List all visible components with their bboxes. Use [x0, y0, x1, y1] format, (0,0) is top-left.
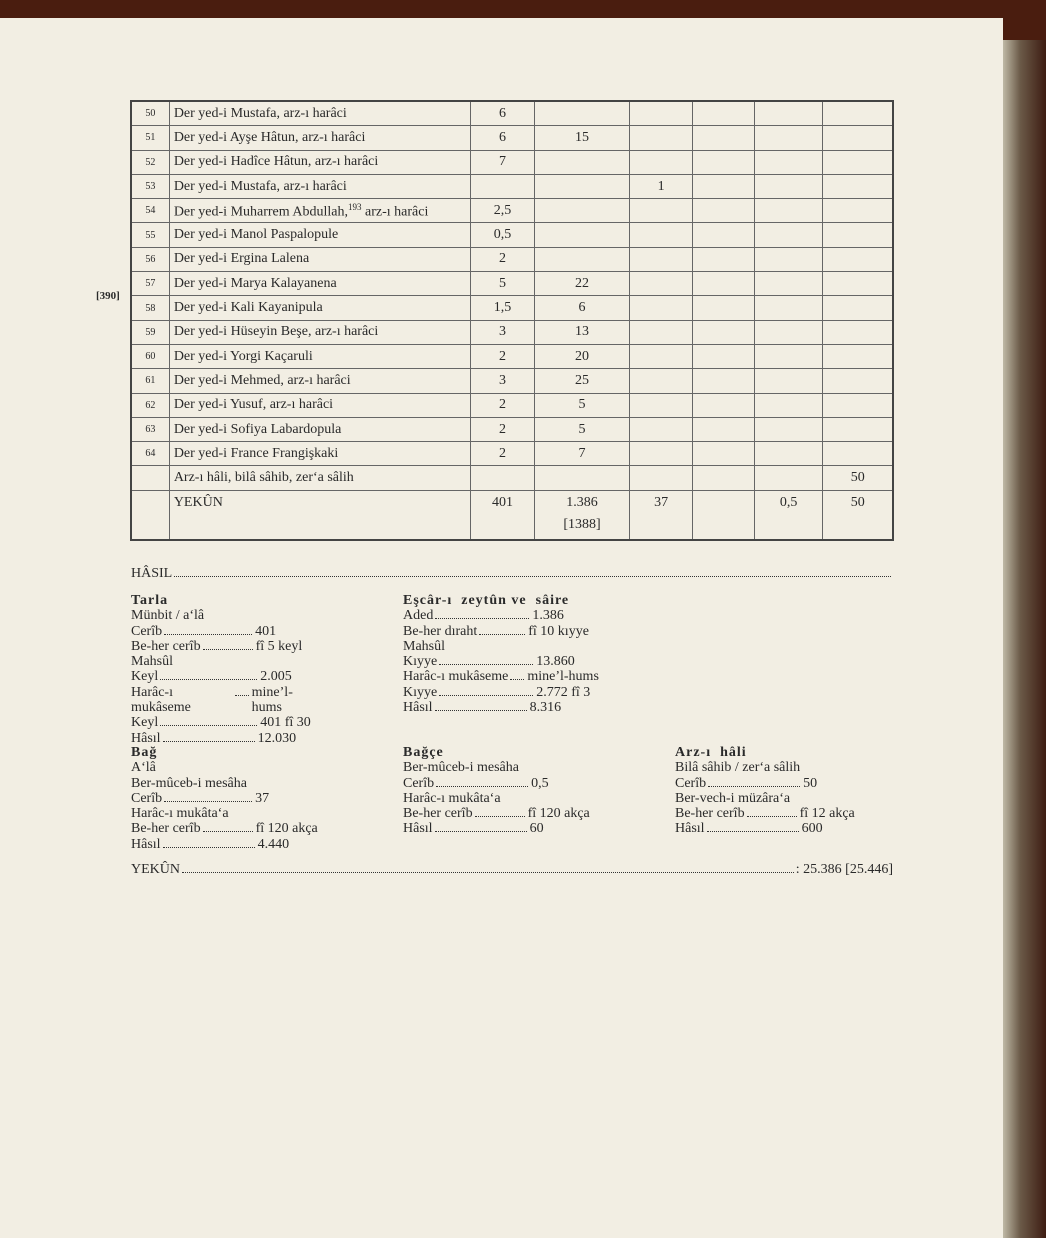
row-description — [169, 247, 470, 271]
tarla-title: Tarla — [131, 593, 169, 608]
cell-c6 — [823, 272, 893, 296]
description-text: Der yed-i Ergina Lalena — [173, 251, 310, 267]
value: mine’l-hums — [527, 669, 599, 685]
escar-block — [403, 593, 633, 715]
table-row — [131, 272, 893, 296]
label: Kıyye — [403, 684, 438, 700]
cell-c4 — [693, 393, 754, 417]
cell-c3 — [629, 393, 693, 417]
description-text: Der yed-i Marya Kalayanena — [173, 275, 337, 291]
description-text: Der yed-i Yusuf, arz-ı harâci — [173, 397, 334, 413]
cell-c2: 20 — [535, 344, 630, 368]
value: fî 120 akça — [255, 821, 318, 837]
row-number: 53 — [131, 174, 169, 198]
cell-c5 — [754, 320, 823, 344]
cell-c5 — [754, 393, 823, 417]
description-text: Der yed-i Sofiya Labardopula — [173, 421, 342, 437]
arz-beher-row — [675, 806, 890, 821]
row-number: 50 — [131, 101, 169, 126]
tarla-beher-row — [131, 639, 321, 654]
cell-c3 — [629, 126, 693, 150]
cell-c3: 1 — [629, 174, 693, 198]
leader-dots — [435, 710, 527, 711]
label: Kıyye — [403, 654, 438, 670]
row-description — [169, 393, 470, 417]
cell-c6: 50 — [823, 466, 893, 490]
cell-c2: 25 — [535, 369, 630, 393]
cell-c5 — [754, 101, 823, 126]
cell-c6 — [823, 247, 893, 271]
tarla-mahsul: Mahsûl — [131, 654, 173, 670]
label: Keyl — [131, 669, 159, 685]
escar-harac-row — [403, 669, 633, 684]
cell-c3 — [629, 369, 693, 393]
cell-c5 — [754, 272, 823, 296]
cell-c6 — [823, 174, 893, 198]
tarla-harac-row — [131, 685, 321, 716]
arz-line2: Ber-vech-i müzâra‘a — [675, 790, 791, 806]
total-c4 — [693, 490, 754, 540]
escar-title: Eşcâr-ı zeytûn ve sâire — [403, 593, 570, 608]
description-text: Der yed-i Ayşe Hâtun, arz-ı harâci — [173, 129, 366, 145]
label: Hâsıl — [403, 821, 433, 837]
description-text: Der yed-i Hadîce Hâtun, arz-ı harâci — [173, 154, 379, 170]
leader-dots — [182, 872, 794, 873]
tarla-keyl-row — [131, 669, 321, 684]
cell-c1: 5 — [470, 272, 535, 296]
cell-c5 — [754, 442, 823, 466]
description-text: Der yed-i Mustafa, arz-ı harâci — [173, 178, 347, 194]
row-number: 52 — [131, 150, 169, 174]
cell-c1: 2 — [470, 417, 535, 441]
cell-c1: 1,5 — [470, 296, 535, 320]
cell-c1 — [470, 174, 535, 198]
value: 50 — [803, 775, 818, 791]
table-row — [131, 344, 893, 368]
cell-c3 — [629, 150, 693, 174]
leader-dots — [160, 725, 257, 726]
row-description — [169, 320, 470, 344]
cell-c6 — [823, 442, 893, 466]
row-description — [169, 369, 470, 393]
row-number: 51 — [131, 126, 169, 150]
value: 401 fî 30 — [260, 715, 311, 731]
total-row — [131, 490, 893, 540]
total-c5: 0,5 — [754, 490, 823, 540]
cell-c4 — [693, 320, 754, 344]
row-number: 63 — [131, 417, 169, 441]
row-number: 58 — [131, 296, 169, 320]
value: 0,5 — [531, 775, 549, 791]
cell-c6 — [823, 417, 893, 441]
escar-kiyye2-row — [403, 685, 633, 700]
grand-total-label: YEKÛN — [131, 862, 180, 877]
cell-c5 — [754, 126, 823, 150]
table-row — [131, 101, 893, 126]
label: Cerîb — [131, 790, 163, 806]
description-text: arz-ı harâci — [361, 204, 429, 220]
escar-kiyye-row — [403, 654, 633, 669]
row-number: 54 — [131, 199, 169, 223]
row-description — [169, 223, 470, 247]
value: 13.860 — [536, 654, 575, 670]
value: 600 — [801, 821, 823, 837]
row-description — [169, 150, 470, 174]
row-description — [169, 417, 470, 441]
cell-c5 — [754, 247, 823, 271]
leader-dots — [708, 786, 800, 787]
hasil-heading — [131, 566, 893, 582]
bag-block — [131, 745, 331, 852]
leader-dots — [436, 786, 528, 787]
cell-c1: 7 — [470, 150, 535, 174]
table-row — [131, 223, 893, 247]
cell-c4 — [693, 466, 754, 490]
cell-c4 — [693, 272, 754, 296]
cell-c1: 3 — [470, 369, 535, 393]
cell-c1: 2,5 — [470, 199, 535, 223]
description-text: Der yed-i Hüseyin Beşe, arz-ı harâci — [173, 324, 379, 340]
cell-c2: 15 — [535, 126, 630, 150]
cell-c3 — [629, 320, 693, 344]
escar-hasil-row — [403, 700, 633, 715]
leader-dots — [163, 741, 255, 742]
cell-c6 — [823, 126, 893, 150]
leader-dots — [435, 618, 529, 619]
cell-c4 — [693, 442, 754, 466]
corrected-value: [1388] — [563, 516, 601, 532]
leader-dots — [435, 831, 527, 832]
cell-c4 — [693, 247, 754, 271]
description-text: Der yed-i France Frangişkaki — [173, 445, 339, 461]
cell-c1: 2 — [470, 247, 535, 271]
cell-c5 — [754, 223, 823, 247]
value: 4.440 — [257, 836, 290, 852]
cell-c1: 6 — [470, 126, 535, 150]
register-table — [130, 100, 894, 541]
tarla-keyl2-row — [131, 715, 321, 730]
leader-dots — [174, 576, 891, 577]
value: 401 — [255, 623, 277, 639]
leader-dots — [203, 831, 253, 832]
value: 2.772 fî 3 — [536, 684, 591, 700]
cell-c3 — [629, 442, 693, 466]
bagce-harac: Harâc-ı mukâta‘a — [403, 790, 501, 806]
leader-dots — [164, 801, 252, 802]
leader-dots — [203, 649, 253, 650]
footnote-ref: 193 — [348, 201, 362, 212]
cell-c4 — [693, 223, 754, 247]
cell-c5 — [754, 466, 823, 490]
cell-c6 — [823, 393, 893, 417]
bagce-hasil-row — [403, 821, 613, 836]
label: Hâsıl — [403, 700, 433, 716]
arz-hasil-row — [675, 821, 890, 836]
tarla-cerib-row — [131, 624, 321, 639]
table-row — [131, 150, 893, 174]
cell-c6 — [823, 320, 893, 344]
total-c6: 50 — [823, 490, 893, 540]
bag-line1: A‘lâ — [131, 760, 156, 776]
leader-dots — [235, 695, 249, 696]
cell-c6 — [823, 101, 893, 126]
leader-dots — [510, 679, 524, 680]
bag-beher-row — [131, 821, 331, 836]
cell-c6 — [823, 296, 893, 320]
cell-c1: 3 — [470, 320, 535, 344]
cell-c4 — [693, 417, 754, 441]
cell-c2 — [535, 247, 630, 271]
cell-c3 — [629, 272, 693, 296]
cell-c6 — [823, 199, 893, 223]
value: 60 — [529, 821, 544, 837]
label: Hâsıl — [131, 730, 161, 746]
description-text: Der yed-i Yorgi Kaçaruli — [173, 348, 313, 364]
bag-hasil-row — [131, 837, 331, 852]
row-number: 55 — [131, 223, 169, 247]
cell-c3 — [629, 417, 693, 441]
cell-c2 — [535, 150, 630, 174]
row-description — [169, 272, 470, 296]
cell-c6 — [823, 150, 893, 174]
value: 37 — [255, 790, 270, 806]
cell-c4 — [693, 101, 754, 126]
arz-block — [675, 745, 890, 837]
arz-line1: Bilâ sâhib / zer‘a sâlih — [675, 760, 801, 776]
margin-page-reference: [390] — [96, 290, 120, 302]
cell-c4 — [693, 344, 754, 368]
row-description — [169, 344, 470, 368]
table-row — [131, 393, 893, 417]
row-number: 59 — [131, 320, 169, 344]
value: fî 10 kıyye — [528, 623, 589, 639]
table-row — [131, 296, 893, 320]
description-text: Der yed-i Muharrem Abdullah, — [173, 204, 348, 220]
label: Be-her cerîb — [131, 821, 201, 837]
value: fî 120 akça — [527, 806, 590, 822]
cell-c4 — [693, 126, 754, 150]
cell-c3 — [629, 296, 693, 320]
value: fî 12 akça — [799, 806, 855, 822]
bagce-title: Bağçe — [403, 745, 444, 760]
cell-c3 — [629, 199, 693, 223]
cell-c3 — [629, 344, 693, 368]
cell-c1 — [470, 466, 535, 490]
leader-dots — [475, 816, 525, 817]
description-text: Der yed-i Manol Paspalopule — [173, 227, 339, 243]
cell-c4 — [693, 150, 754, 174]
cell-c5 — [754, 344, 823, 368]
cell-c1: 2 — [470, 344, 535, 368]
description-text: Der yed-i Mustafa, arz-ı harâci — [173, 105, 347, 121]
grand-total-value: : 25.386 [25.446] — [795, 862, 893, 877]
leader-dots — [160, 679, 257, 680]
hasil-label: HÂSIL — [131, 566, 173, 581]
cell-c1: 2 — [470, 393, 535, 417]
tarla-block — [131, 593, 321, 746]
label: Aded — [403, 608, 434, 624]
cell-c5 — [754, 369, 823, 393]
label: Cerîb — [675, 775, 707, 791]
bag-title: Bağ — [131, 745, 158, 760]
cell-c1: 6 — [470, 101, 535, 126]
cell-c2 — [535, 466, 630, 490]
grand-total-line — [131, 862, 893, 878]
leader-dots — [479, 634, 525, 635]
table-row — [131, 174, 893, 198]
row-number: 64 — [131, 442, 169, 466]
description-text: Der yed-i Mehmed, arz-ı harâci — [173, 372, 351, 388]
arz-title: Arz-ı hâli — [675, 745, 747, 760]
arz-cerib-row — [675, 776, 890, 791]
label: Be-her cerîb — [403, 806, 473, 822]
cell-c2 — [535, 174, 630, 198]
cell-c3 — [629, 466, 693, 490]
cell-c6 — [823, 223, 893, 247]
leader-dots — [163, 847, 255, 848]
table-row — [131, 466, 893, 490]
value: mine’l-hums — [251, 684, 293, 716]
row-number: 62 — [131, 393, 169, 417]
tarla-line: Münbit / a‘lâ — [131, 608, 205, 624]
escar-aded-row — [403, 608, 633, 623]
label: Hâsıl — [675, 821, 705, 837]
total-c3: 37 — [629, 490, 693, 540]
cell-c3 — [629, 101, 693, 126]
value: 2.005 — [260, 669, 292, 685]
label: Be-her cerîb — [131, 638, 201, 654]
leader-dots — [164, 634, 252, 635]
row-description — [169, 101, 470, 126]
cell-c4 — [693, 199, 754, 223]
value: 1.386 — [532, 608, 564, 624]
cell-c1: 2 — [470, 442, 535, 466]
row-description — [169, 199, 470, 223]
bag-harac: Harâc-ı mukâta‘a — [131, 806, 229, 822]
bagce-beher-row — [403, 806, 613, 821]
label: Be-her dıraht — [403, 623, 478, 639]
cell-c4 — [693, 296, 754, 320]
value: fî 5 keyl — [255, 638, 303, 654]
value: 12.030 — [257, 730, 297, 746]
total-c1: 401 — [470, 490, 535, 540]
cell-c2 — [535, 101, 630, 126]
escar-beher-row — [403, 624, 633, 639]
row-number: 57 — [131, 272, 169, 296]
value: 8.316 — [529, 700, 562, 716]
leader-dots — [747, 816, 797, 817]
cell-c5 — [754, 296, 823, 320]
cell-c2: 5 — [535, 417, 630, 441]
bagce-cerib-row — [403, 776, 613, 791]
cell-c5 — [754, 174, 823, 198]
tarla-hasil-row — [131, 731, 321, 746]
cell-c4 — [693, 174, 754, 198]
label: Be-her cerîb — [675, 806, 745, 822]
row-description — [169, 126, 470, 150]
cell-c6 — [823, 369, 893, 393]
bag-line2: Ber-mûceb-i mesâha — [131, 775, 247, 791]
leader-dots — [439, 664, 533, 665]
label: Cerîb — [403, 775, 435, 791]
cell-c2: 6 — [535, 296, 630, 320]
cell-c3 — [629, 223, 693, 247]
cell-c4 — [693, 369, 754, 393]
cell-c2: 22 — [535, 272, 630, 296]
cell-c2: 13 — [535, 320, 630, 344]
row-description — [169, 442, 470, 466]
cell-c3 — [629, 247, 693, 271]
cell-c2 — [535, 199, 630, 223]
cell-c2 — [535, 223, 630, 247]
label: Hâsıl — [131, 836, 161, 852]
leader-dots — [439, 695, 533, 696]
row-description — [169, 174, 470, 198]
book-edge — [1003, 40, 1046, 1238]
table-row — [131, 247, 893, 271]
escar-mahsul: Mahsûl — [403, 638, 445, 654]
row-number: 56 — [131, 247, 169, 271]
row-number: 61 — [131, 369, 169, 393]
bag-cerib-row — [131, 791, 331, 806]
label: Cerîb — [131, 623, 163, 639]
table-row — [131, 417, 893, 441]
row-description — [169, 296, 470, 320]
row-number — [131, 466, 169, 490]
table-row — [131, 199, 893, 223]
cell-c2: 5 — [535, 393, 630, 417]
table-row — [131, 369, 893, 393]
cell-c5 — [754, 417, 823, 441]
row-number — [131, 490, 169, 540]
cell-c2: 7 — [535, 442, 630, 466]
total-label: YEKÛN — [169, 490, 470, 540]
cell-c6 — [823, 344, 893, 368]
description-text: Arz-ı hâli, bilâ sâhib, zer‘a sâlih — [173, 470, 354, 486]
cell-c5 — [754, 150, 823, 174]
total-value: 1.386 — [566, 494, 598, 510]
total-c2 — [535, 490, 630, 540]
row-description — [169, 466, 470, 490]
row-number: 60 — [131, 344, 169, 368]
bagce-block — [403, 745, 613, 837]
bagce-line1: Ber-mûceb-i mesâha — [403, 760, 519, 776]
table-row — [131, 126, 893, 150]
cell-c5 — [754, 199, 823, 223]
leader-dots — [707, 831, 799, 832]
cell-c1: 0,5 — [470, 223, 535, 247]
table-row — [131, 442, 893, 466]
label: Harâc-ı mukâseme — [403, 669, 509, 685]
label: Harâc-ı mukâseme — [131, 684, 191, 716]
table-row — [131, 320, 893, 344]
label: Keyl — [131, 715, 159, 731]
description-text: Der yed-i Kali Kayanipula — [173, 300, 323, 316]
